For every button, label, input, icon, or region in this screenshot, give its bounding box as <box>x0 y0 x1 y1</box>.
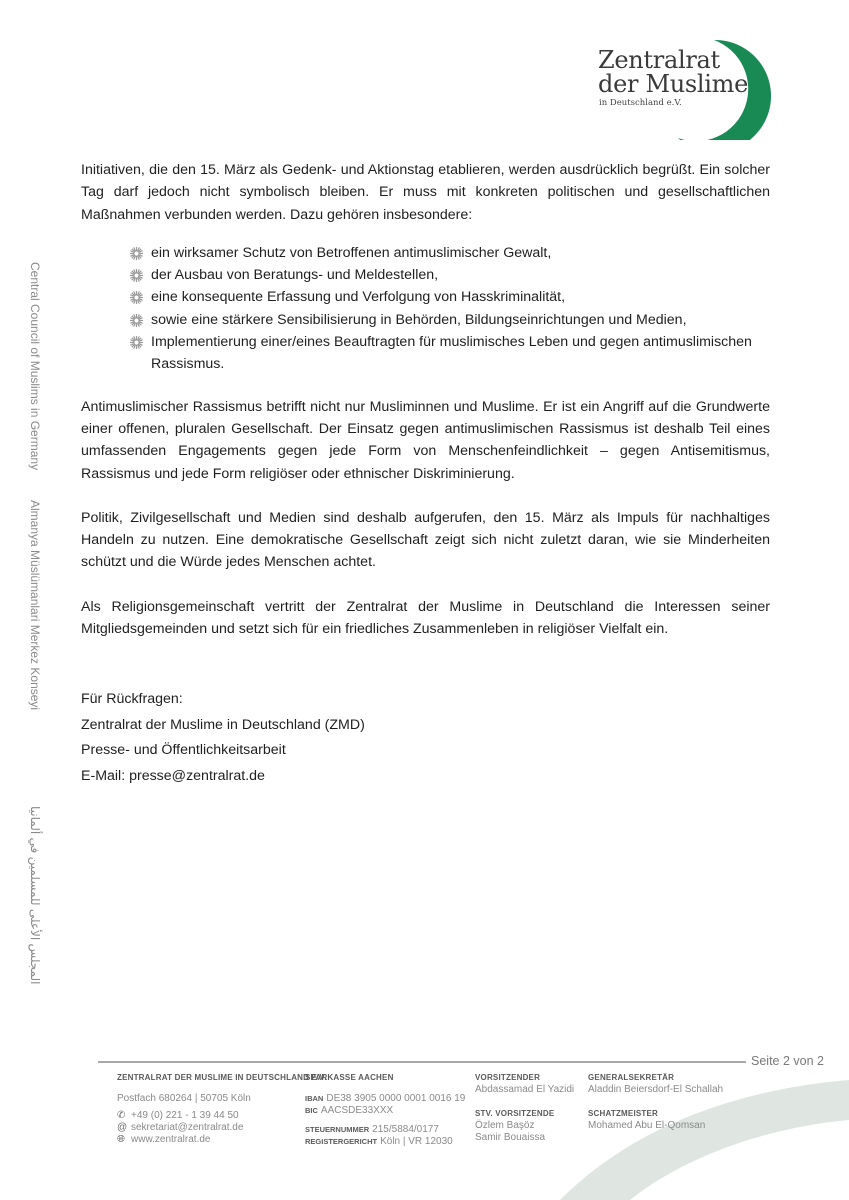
footer-address-column <box>117 1072 327 1146</box>
intro-paragraph: Initiativen, die den 15. März als Gedenk- und Aktionstag etablieren, werden ausdrücklich begrüßt. Ein solcher Tag darf jedoch nicht symbolisch bleiben. Er muss mit konkreten politischen und gesellschaftlichen Maßnahmen verbunden werden. Dazu gehören insbesondere: <box>81 162 770 223</box>
footer-register: REGISTERGERICHT Köln | VR 12030 <box>305 1136 453 1147</box>
list-item: ein wirksamer Schutz von Betroffenen antimuslimischer Gewalt, <box>129 242 770 264</box>
footer-phone: ✆ +49 (0) 221 - 1 39 44 50 <box>117 1110 239 1121</box>
logo-line-2: der Muslime <box>598 70 749 98</box>
footer-postal-address: Postfach 680264 | 50705 Köln <box>117 1093 251 1104</box>
paragraph-appeal: Politik, Zivilgesellschaft und Medien sind deshalb aufgerufen, den 15. März als Impuls für nachhaltiges Handeln zu nutzen. Eine demokratische Gesellschaft zeigt sich nicht zuletzt daran, wie sie Minderheiten schützt und die Würde jedes Menschen achtet. <box>81 509 770 571</box>
contact-email[interactable]: E-Mail: presse@zentralrat.de <box>81 767 265 784</box>
star-bullet-icon <box>129 246 144 261</box>
logo-title <box>598 48 748 96</box>
footer-secretary-name: Aladdin Beiersdorf-El Schallah <box>588 1084 724 1095</box>
footer-deputy-name-2: Samir Bouaissa <box>475 1132 546 1143</box>
footer-chair-name: Abdassamad El Yazidi <box>475 1084 575 1095</box>
footer-bank-name: SPARKASSE AACHEN <box>305 1073 394 1082</box>
globe-icon: 🌐︎ <box>117 1134 125 1145</box>
star-bullet-icon <box>129 335 144 350</box>
footer-website[interactable]: 🌐︎ www.zentralrat.de <box>117 1134 211 1145</box>
paragraph-about: Als Religionsgemeinschaft vertritt der Zentralrat der Muslime in Deutschland die Interessen seiner Mitgliedsgemeinden und setzt sich für ein friedliches Zusammenleben in religiöser Vielfalt ein. <box>81 598 770 638</box>
list-item: sowie eine stärkere Sensibilisierung in Behörden, Bildungseinrichtungen und Medien, <box>129 309 770 331</box>
footer-chair-label: VORSITZENDER <box>475 1073 541 1082</box>
footer-bic: BIC AACSDE33XXX <box>305 1105 394 1116</box>
footer-iban: IBAN DE38 3905 0000 0001 0016 19 <box>305 1093 466 1104</box>
star-bullet-icon <box>129 313 144 328</box>
logo-line-1: Zentralrat <box>598 46 720 74</box>
footer-treasurer-name: Mohamed Abu El-Qomsan <box>588 1120 706 1131</box>
footer-divider <box>98 1061 746 1063</box>
footer-treasurer-label: SCHATZMEISTER <box>588 1109 659 1118</box>
contact-block <box>81 687 770 789</box>
measures-list <box>81 242 770 376</box>
zmd-logo <box>586 22 796 140</box>
footer-deputy-name-1: Özlem Başöz <box>475 1120 535 1131</box>
footer-org-name: ZENTRALRAT DER MUSLIME IN DEUTSCHLAND E.V. <box>117 1073 327 1082</box>
list-item: der Ausbau von Beratungs- und Meldestellen, <box>129 264 770 286</box>
star-bullet-icon <box>129 268 144 283</box>
contact-heading: Für Rückfragen: <box>81 691 183 708</box>
main-content <box>81 159 770 789</box>
footer-deputy-label: STV. VORSITZENDE <box>475 1109 555 1118</box>
contact-dept: Presse- und Öffentlichkeitsarbeit <box>81 742 286 759</box>
logo-subtitle: in Deutschland e.V. <box>599 98 682 108</box>
list-item: eine konsequente Erfassung und Verfolgung von Hasskriminalität, <box>129 286 770 308</box>
star-bullet-icon <box>129 290 144 305</box>
list-item: Implementierung einer/eines Beauftragten für muslimisches Leben und gegen antimuslimischen Rassismus. <box>129 331 770 376</box>
document-page: Zentralrat der Muslime in Deutschland e.V. Central Council of Muslims in Germany Almanya Müslümanlari Merkez Konseyi المجلس الأعلى للمسلمين في ألمانيا Initiativen, die den 15. März als Gedenk- und Aktionstag etablieren, werden ausdrücklich begrüßt. Ein solcher Tag darf jedoch nicht symbolisch bleiben. Er muss mit konkreten politischen und gesellschaftlichen Maßnahmen verbunden werden. Dazu gehören insbesondere: ein wirksamer Schutz von Betroffenen antimuslimischer Gewalt, der Ausbau von Beratungs- und Meldestellen, eine konsequente Erfassung und Verfolgung von Hasskriminalität, sowie eine stärkere Sensibilisierung in Behörden, Bildungseinrichtungen und Medien, Implementierung einer/eines Beauftragten für muslimisches Leben und gegen antimuslimischen Rassismus. Antimuslimischer Rassismus betrifft nicht nur Musliminnen und Muslime. Er ist ein Angriff auf die Grundwerte einer offenen, pluralen Gesellschaft. Der Einsatz gegen antimuslimischen Rassismus ist deshalb Teil eines umfassenden Engagements gegen jede Form von Menschenfeindlichkeit – gegen Antisemitismus, Rassismus und jede Form religiöser oder ethnischer Diskriminierung. Politik, Zivilgesellschaft und Medien sind deshalb aufgerufen, den 15. März als Impuls für nachhaltiges Handeln zu nutzen. Eine demokratische Gesellschaft zeigt sich nicht zuletzt daran, wie sie Minderheiten schützt und die Würde jedes Menschen achtet. Als Religionsgemeinschaft vertritt der Zentralrat der Muslime in Deutschland die Interessen seiner Mitgliedsgemeinden und setzt sich für ein friedliches Zusammenleben in religiöser Vielfalt ein. Für Rückfragen: Zentralrat der Muslime in Deutschland (ZMD) Presse- und Öffentlichkeitsarbeit E-Mail: presse@zentralrat.de Seite 2 von 2 ZENTRALRAT DER MUSLIME IN DEUTSCHLAND E.V. Postfach 680264 | 50705 Köln ✆ +49 (0) 221 - 1 39 44 50 @ sekretariat@zentralrat.de 🌐︎ www.zentralrat.de SPARKASSE AACHEN IBAN DE38 3905 0000 0001 0016 19 BIC AACSDE33XXX STEUERNUMMER 215/5884/0177 REGISTERGERICHT Köln | VR 12030 VORSITZENDER Abdassamad El Yazidi STV. VORSITZENDE Özlem Başöz Samir Bouaissa GENERALSEKRETÄR Aladdin Beiersdorf-El Schallah SCHATZMEISTER Mohamed Abu El-Qomsan <box>0 0 849 1200</box>
footer-board-column <box>475 1072 574 1144</box>
footer-secretary-label: GENERALSEKRETÄR <box>588 1073 675 1082</box>
page-number: Seite 2 von 2 <box>751 1054 824 1068</box>
footer-email[interactable]: @ sekretariat@zentralrat.de <box>117 1122 244 1133</box>
phone-icon: ✆ <box>117 1110 126 1121</box>
paragraph-racism: Antimuslimischer Rassismus betrifft nicht nur Musliminnen und Muslime. Er ist ein Angriff auf die Grundwerte einer offenen, pluralen Gesellschaft. Der Einsatz gegen antimuslimischen Rassismus ist deshalb Teil eines umfassenden Engagements gegen jede Form von Menschenfeindlichkeit – gegen Antisemitismus, Rassismus und jede Form religiöser oder ethnischer Diskriminierung. <box>81 398 770 482</box>
footer-tax-number: STEUERNUMMER 215/5884/0177 <box>305 1124 439 1135</box>
contact-org: Zentralrat der Muslime in Deutschland (ZMD) <box>81 716 365 733</box>
footer-bank-column <box>305 1072 465 1148</box>
footer-officers-column <box>588 1072 723 1132</box>
at-sign-icon: @ <box>117 1122 128 1133</box>
